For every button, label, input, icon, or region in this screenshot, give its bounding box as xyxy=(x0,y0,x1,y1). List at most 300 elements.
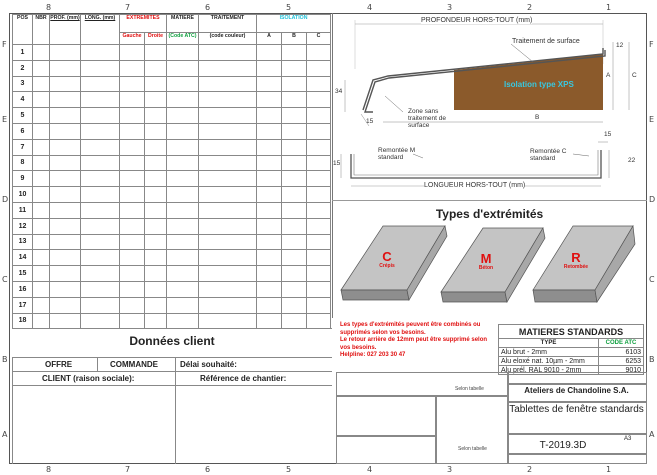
order-cell[interactable] xyxy=(307,234,331,250)
donnees-client-left-rule xyxy=(12,357,13,464)
order-cell[interactable] xyxy=(167,266,199,282)
client-label: CLIENT (raison sociale): xyxy=(42,374,135,383)
order-cell[interactable] xyxy=(307,218,331,234)
zone-row-B: B xyxy=(2,355,8,364)
order-cell[interactable] xyxy=(33,155,50,171)
order-cell[interactable] xyxy=(167,297,199,313)
order-cell[interactable] xyxy=(81,187,120,203)
materials-title: MATIERES STANDARDS xyxy=(499,325,644,339)
col-header-extremites: EXTREMITES xyxy=(120,15,167,33)
order-cell[interactable] xyxy=(33,266,50,282)
col-header-a: A xyxy=(257,33,282,45)
order-row-pos: 15 xyxy=(13,266,33,282)
order-row-pos: 2 xyxy=(13,60,33,76)
order-cell[interactable] xyxy=(257,297,282,313)
order-cell[interactable] xyxy=(282,266,307,282)
order-cell[interactable] xyxy=(120,218,145,234)
traitement-leader xyxy=(511,44,533,62)
order-cell[interactable] xyxy=(257,92,282,108)
order-cell[interactable] xyxy=(307,202,331,218)
order-cell[interactable] xyxy=(33,139,50,155)
order-row xyxy=(13,123,331,139)
order-cell[interactable] xyxy=(257,313,282,329)
material-value-2: Selon tabelle xyxy=(458,446,487,452)
order-cell[interactable] xyxy=(307,266,331,282)
donnees-client-rule-1 xyxy=(12,357,332,358)
zone-row-C-right: C xyxy=(649,275,655,284)
order-cell[interactable] xyxy=(81,250,120,266)
order-cell[interactable] xyxy=(145,60,167,76)
order-cell[interactable] xyxy=(33,250,50,266)
order-row-pos: 8 xyxy=(13,155,33,171)
order-cell[interactable] xyxy=(257,76,282,92)
order-cell[interactable] xyxy=(167,155,199,171)
order-row xyxy=(13,171,331,187)
order-cell[interactable] xyxy=(120,108,145,124)
zone-col-2-bottom: 2 xyxy=(527,465,533,474)
zone-col-3-bottom: 3 xyxy=(447,465,453,474)
title-block-material xyxy=(436,396,508,464)
order-row xyxy=(13,266,331,282)
dim-a-label: A xyxy=(606,72,611,79)
order-row-pos: 12 xyxy=(13,218,33,234)
order-cell[interactable] xyxy=(167,202,199,218)
title-block-general-notes xyxy=(336,372,508,396)
order-cell[interactable] xyxy=(120,76,145,92)
company-name: Ateliers de Chandoline S.A. xyxy=(524,386,629,395)
order-cell[interactable] xyxy=(81,60,120,76)
order-cell[interactable] xyxy=(199,123,257,139)
order-cell[interactable] xyxy=(282,76,307,92)
order-cell[interactable] xyxy=(199,76,257,92)
order-cell[interactable] xyxy=(120,60,145,76)
col-header-traitement: TRAITEMENT xyxy=(199,15,257,33)
type-c-label: C Crépis xyxy=(379,249,395,269)
order-cell[interactable] xyxy=(307,281,331,297)
delai-label: Délai souhaité: xyxy=(180,360,237,369)
order-cell[interactable] xyxy=(199,218,257,234)
order-cell[interactable] xyxy=(120,45,145,61)
traitement-surface-label: Traitement de surface xyxy=(512,38,580,45)
dim-34-label: 34 xyxy=(335,88,343,95)
order-cell[interactable] xyxy=(307,139,331,155)
order-cell[interactable] xyxy=(145,250,167,266)
order-cell[interactable] xyxy=(50,313,81,329)
order-cell[interactable] xyxy=(257,45,282,61)
order-cell[interactable] xyxy=(307,155,331,171)
zone-col-4-bottom: 4 xyxy=(367,465,373,474)
title-block-approvals xyxy=(336,436,436,464)
donnees-client-offre-rule xyxy=(97,357,98,371)
order-cell[interactable] xyxy=(50,202,81,218)
longueur-label: LONGUEUR HORS-TOUT (mm) xyxy=(424,182,526,189)
order-cell[interactable] xyxy=(199,297,257,313)
order-cell[interactable] xyxy=(307,187,331,203)
order-cell[interactable] xyxy=(81,202,120,218)
order-cell[interactable] xyxy=(120,202,145,218)
order-cell[interactable] xyxy=(81,313,120,329)
order-cell[interactable] xyxy=(33,76,50,92)
order-cell[interactable] xyxy=(145,187,167,203)
order-cell[interactable] xyxy=(50,92,81,108)
zone-col-4: 4 xyxy=(367,3,373,12)
order-cell[interactable] xyxy=(120,281,145,297)
material-value: Selon tabelle xyxy=(455,386,484,392)
order-cell[interactable] xyxy=(33,108,50,124)
order-cell[interactable] xyxy=(167,281,199,297)
order-cell[interactable] xyxy=(257,108,282,124)
materials-table xyxy=(498,324,644,375)
order-cell[interactable] xyxy=(282,297,307,313)
order-cell[interactable] xyxy=(167,92,199,108)
order-cell[interactable] xyxy=(50,234,81,250)
title-block-revision xyxy=(508,372,647,384)
dim-b-label: B xyxy=(535,114,540,121)
order-cell[interactable] xyxy=(257,171,282,187)
order-cell[interactable] xyxy=(120,139,145,155)
donnees-client-mid-rule xyxy=(175,371,176,464)
material-code: 6103 xyxy=(599,348,644,357)
order-cell[interactable] xyxy=(199,266,257,282)
order-cell[interactable] xyxy=(145,313,167,329)
order-cell[interactable] xyxy=(145,92,167,108)
order-table xyxy=(12,14,331,329)
order-cell[interactable] xyxy=(257,202,282,218)
col-header-traitement-code: (code couleur) xyxy=(199,33,257,45)
order-cell[interactable] xyxy=(120,266,145,282)
order-cell[interactable] xyxy=(33,202,50,218)
order-row-pos: 16 xyxy=(13,281,33,297)
sheet-format: A3 xyxy=(624,436,632,442)
order-cell[interactable] xyxy=(120,187,145,203)
order-cell[interactable] xyxy=(307,45,331,61)
order-cell[interactable] xyxy=(33,297,50,313)
order-row-pos: 7 xyxy=(13,139,33,155)
order-cell[interactable] xyxy=(81,297,120,313)
order-row xyxy=(13,281,331,297)
order-cell[interactable] xyxy=(282,45,307,61)
order-cell[interactable] xyxy=(257,155,282,171)
order-cell[interactable] xyxy=(145,266,167,282)
order-cell[interactable] xyxy=(145,76,167,92)
order-cell[interactable] xyxy=(282,234,307,250)
order-cell[interactable] xyxy=(199,45,257,61)
col-header-nbr: NBR xyxy=(33,15,50,45)
commande-label: COMMANDE xyxy=(110,360,158,369)
types-title: Types d'extrémités xyxy=(435,207,544,221)
order-cell[interactable] xyxy=(167,76,199,92)
order-cell[interactable] xyxy=(81,108,120,124)
order-cell[interactable] xyxy=(120,155,145,171)
donnees-client-rule-2 xyxy=(12,371,332,372)
order-cell[interactable] xyxy=(282,123,307,139)
order-cell[interactable] xyxy=(257,281,282,297)
order-cell[interactable] xyxy=(167,218,199,234)
zone-row-E-right: E xyxy=(649,115,655,124)
zone-col-8: 8 xyxy=(46,3,52,12)
order-cell[interactable] xyxy=(81,139,120,155)
zone-row-E: E xyxy=(2,115,8,124)
material-type: Alu brut - 2mm xyxy=(499,348,599,357)
order-cell[interactable] xyxy=(33,123,50,139)
order-cell[interactable] xyxy=(50,155,81,171)
order-cell[interactable] xyxy=(50,297,81,313)
offre-label: OFFRE xyxy=(45,360,73,369)
order-cell[interactable] xyxy=(81,45,120,61)
order-cell[interactable] xyxy=(282,281,307,297)
order-cell[interactable] xyxy=(33,171,50,187)
order-cell[interactable] xyxy=(50,187,81,203)
order-cell[interactable] xyxy=(33,281,50,297)
order-cell[interactable] xyxy=(145,202,167,218)
zone-row-B-right: B xyxy=(649,355,655,364)
order-cell[interactable] xyxy=(81,171,120,187)
order-row xyxy=(13,234,331,250)
order-cell[interactable] xyxy=(282,313,307,329)
order-cell[interactable] xyxy=(50,218,81,234)
donnees-client-title: Données client xyxy=(129,334,215,348)
order-row xyxy=(13,297,331,313)
order-cell[interactable] xyxy=(33,234,50,250)
order-cell[interactable] xyxy=(167,187,199,203)
order-cell[interactable] xyxy=(282,250,307,266)
order-cell[interactable] xyxy=(199,92,257,108)
zone-row-A: A xyxy=(2,430,8,439)
order-cell[interactable] xyxy=(307,92,331,108)
order-cell[interactable] xyxy=(199,202,257,218)
dim-22-label: 22 xyxy=(628,157,636,164)
order-cell[interactable] xyxy=(199,108,257,124)
order-cell[interactable] xyxy=(199,250,257,266)
zone-col-8-bottom: 8 xyxy=(46,465,52,474)
order-cell[interactable] xyxy=(81,281,120,297)
order-cell[interactable] xyxy=(257,250,282,266)
order-cell[interactable] xyxy=(257,60,282,76)
col-header-droite: Droite xyxy=(145,33,167,45)
order-cell[interactable] xyxy=(307,76,331,92)
dim-15-label: 15 xyxy=(366,118,374,125)
dim-c-label: C xyxy=(632,72,637,79)
order-cell[interactable] xyxy=(167,171,199,187)
order-cell[interactable] xyxy=(50,108,81,124)
order-cell[interactable] xyxy=(199,313,257,329)
order-row xyxy=(13,202,331,218)
order-cell[interactable] xyxy=(145,155,167,171)
order-cell[interactable] xyxy=(257,123,282,139)
order-row-pos: 11 xyxy=(13,202,33,218)
order-cell[interactable] xyxy=(145,297,167,313)
order-cell[interactable] xyxy=(33,92,50,108)
zone-col-7: 7 xyxy=(125,3,131,12)
donnees-client-rule-3 xyxy=(12,385,332,386)
order-cell[interactable] xyxy=(199,234,257,250)
note-line-1: Les types d'extrémités peuvent être combinés ou supprimés selon vos besoins. xyxy=(340,322,481,336)
order-cell[interactable] xyxy=(282,139,307,155)
order-cell[interactable] xyxy=(33,313,50,329)
order-row xyxy=(13,60,331,76)
order-row xyxy=(13,92,331,108)
order-row xyxy=(13,250,331,266)
order-cell[interactable] xyxy=(50,76,81,92)
order-cell[interactable] xyxy=(257,139,282,155)
order-cell[interactable] xyxy=(282,155,307,171)
order-cell[interactable] xyxy=(81,155,120,171)
order-row xyxy=(13,187,331,203)
note-line-2: Le retour arrière de 12mm peut être supprimé selon vos besoins. xyxy=(340,337,488,351)
order-cell[interactable] xyxy=(167,234,199,250)
order-cell[interactable] xyxy=(199,139,257,155)
order-cell[interactable] xyxy=(282,202,307,218)
order-cell[interactable] xyxy=(33,218,50,234)
order-cell[interactable] xyxy=(81,123,120,139)
order-cell[interactable] xyxy=(81,266,120,282)
order-cell[interactable] xyxy=(145,281,167,297)
order-cell[interactable] xyxy=(199,171,257,187)
order-cell[interactable] xyxy=(145,123,167,139)
order-cell[interactable] xyxy=(282,108,307,124)
order-cell[interactable] xyxy=(167,108,199,124)
section-drawing xyxy=(333,14,647,144)
order-row-pos: 14 xyxy=(13,250,33,266)
zone-row-D: D xyxy=(2,195,9,204)
col-header-isolation: ISOLATION xyxy=(257,15,331,33)
order-cell[interactable] xyxy=(199,281,257,297)
order-cell[interactable] xyxy=(120,297,145,313)
order-row xyxy=(13,155,331,171)
order-cell[interactable] xyxy=(167,313,199,329)
order-cell[interactable] xyxy=(167,250,199,266)
order-cell[interactable] xyxy=(120,123,145,139)
order-cell[interactable] xyxy=(145,45,167,61)
remontee-m-label: Remontée M standard xyxy=(378,147,416,161)
order-cell[interactable] xyxy=(120,313,145,329)
zone-sans-leader xyxy=(385,96,403,112)
order-row xyxy=(13,108,331,124)
order-cell[interactable] xyxy=(307,123,331,139)
order-cell[interactable] xyxy=(307,313,331,329)
col-header-pos: POS xyxy=(13,15,33,45)
zone-row-D-right: D xyxy=(649,195,656,204)
order-cell[interactable] xyxy=(257,187,282,203)
col-header-b: B xyxy=(282,33,307,45)
col-header-c: C xyxy=(307,33,331,45)
isolation-label: Isolation type XPS xyxy=(504,80,574,89)
order-cell[interactable] xyxy=(50,123,81,139)
order-cell[interactable] xyxy=(50,60,81,76)
dim-12-label: 12 xyxy=(616,42,624,49)
order-cell[interactable] xyxy=(307,60,331,76)
zone-row-A-right: A xyxy=(649,430,655,439)
order-cell[interactable] xyxy=(81,234,120,250)
title-block-scale-cell xyxy=(508,454,647,464)
order-cell[interactable] xyxy=(307,171,331,187)
drawing-number: T-2019.3D xyxy=(539,440,587,451)
zone-row-F-right: F xyxy=(649,40,654,49)
order-cell[interactable] xyxy=(50,171,81,187)
order-cell[interactable] xyxy=(145,234,167,250)
order-cell[interactable] xyxy=(167,123,199,139)
col-header-matiere-code: (Code ATC) xyxy=(167,33,199,45)
order-cell[interactable] xyxy=(199,187,257,203)
order-cell[interactable] xyxy=(167,45,199,61)
zone-col-6: 6 xyxy=(205,3,211,12)
order-cell[interactable] xyxy=(50,139,81,155)
types-illustration xyxy=(333,222,647,320)
order-cell[interactable] xyxy=(145,171,167,187)
order-cell[interactable] xyxy=(33,45,50,61)
order-cell[interactable] xyxy=(120,234,145,250)
order-cell[interactable] xyxy=(50,45,81,61)
col-header-gauche: Gauche xyxy=(120,33,145,45)
order-cell[interactable] xyxy=(33,187,50,203)
order-cell[interactable] xyxy=(199,155,257,171)
order-cell[interactable] xyxy=(145,218,167,234)
order-cell[interactable] xyxy=(50,281,81,297)
zone-row-F: F xyxy=(2,40,7,49)
order-row xyxy=(13,218,331,234)
zone-col-2: 2 xyxy=(527,3,533,12)
dim-15-right-label: 15 xyxy=(604,131,612,138)
order-row-pos: 3 xyxy=(13,76,33,92)
order-cell[interactable] xyxy=(81,92,120,108)
order-cell[interactable] xyxy=(120,171,145,187)
order-cell[interactable] xyxy=(282,60,307,76)
order-row-pos: 4 xyxy=(13,92,33,108)
order-cell[interactable] xyxy=(307,108,331,124)
order-cell[interactable] xyxy=(145,108,167,124)
col-header-prof: PROF. (mm) xyxy=(50,15,81,45)
order-cell[interactable] xyxy=(282,187,307,203)
type-r-label: R Retombée xyxy=(563,250,589,270)
order-cell[interactable] xyxy=(282,171,307,187)
material-code: 6253 xyxy=(599,357,644,366)
order-cell[interactable] xyxy=(199,60,257,76)
order-cell[interactable] xyxy=(81,76,120,92)
order-cell[interactable] xyxy=(50,250,81,266)
order-cell[interactable] xyxy=(167,60,199,76)
order-cell[interactable] xyxy=(282,218,307,234)
order-row xyxy=(13,45,331,61)
order-cell[interactable] xyxy=(50,266,81,282)
order-cell[interactable] xyxy=(257,266,282,282)
donnees-client-cmd-rule xyxy=(175,357,176,371)
order-cell[interactable] xyxy=(120,92,145,108)
materials-col-code: CODE ATC xyxy=(599,339,644,348)
order-row xyxy=(13,76,331,92)
order-cell[interactable] xyxy=(33,60,50,76)
order-cell[interactable] xyxy=(307,250,331,266)
order-row xyxy=(13,139,331,155)
order-cell[interactable] xyxy=(307,297,331,313)
col-header-long: LONG. (mm) xyxy=(81,15,120,45)
drawing-title: Tablettes de fenêtre standards xyxy=(509,404,644,415)
remontee-c-leader xyxy=(573,154,589,156)
notes-block xyxy=(340,322,498,360)
order-cell[interactable] xyxy=(257,234,282,250)
order-cell[interactable] xyxy=(81,218,120,234)
zone-col-7-bottom: 7 xyxy=(125,465,131,474)
order-cell[interactable] xyxy=(257,218,282,234)
order-cell[interactable] xyxy=(167,139,199,155)
material-type: Alu prél. RAL 9010 - 2mm xyxy=(499,366,599,375)
order-cell[interactable] xyxy=(145,139,167,155)
zone-col-1-bottom: 1 xyxy=(606,465,612,474)
zone-col-1: 1 xyxy=(606,3,612,12)
order-cell[interactable] xyxy=(282,92,307,108)
horizontal-separator xyxy=(332,200,647,201)
order-cell[interactable] xyxy=(120,250,145,266)
order-row-pos: 13 xyxy=(13,234,33,250)
